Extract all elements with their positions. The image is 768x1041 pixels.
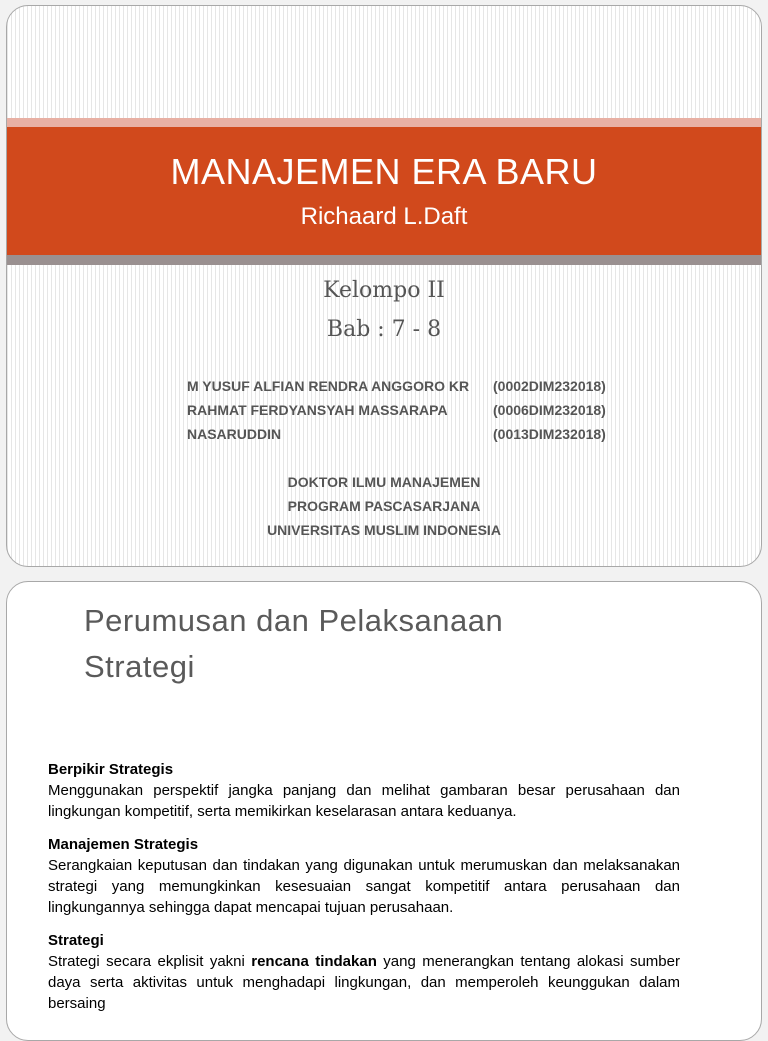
institution-line: PROGRAM PASCASARJANA xyxy=(287,498,481,514)
member-id: (0002DIM232018) xyxy=(493,378,606,394)
member-list xyxy=(187,374,606,446)
title-slide xyxy=(6,5,762,567)
member-row xyxy=(187,422,606,446)
member-id: (0013DIM232018) xyxy=(493,426,606,442)
section-body xyxy=(48,951,680,1014)
institution-block xyxy=(7,470,761,542)
slide-title-line: Strategi xyxy=(84,649,195,684)
member-id: (0006DIM232018) xyxy=(493,402,606,418)
section-body-text: Strategi secara ekplisit yakni xyxy=(48,953,252,970)
title-band-top-stripe xyxy=(7,118,761,127)
group-label: Kelompo II xyxy=(323,278,445,303)
member-row xyxy=(187,374,606,398)
section-heading: Berpikir Strategis xyxy=(48,761,174,778)
section-heading: Manajemen Strategis xyxy=(48,836,199,853)
section-heading: Strategi xyxy=(48,932,104,949)
definition-section xyxy=(48,930,680,1014)
section-body: Menggunakan perspektif jangka panjang dan melihat gambaran besar perusahaan dan lingkungan kompetitif, serta memikirkan keselarasan antara keduanya. xyxy=(48,782,680,820)
slide-content xyxy=(48,759,680,1026)
member-name: M YUSUF ALFIAN RENDRA ANGGORO KR xyxy=(187,378,470,394)
presentation-title: MANAJEMEN ERA BARU xyxy=(170,151,598,192)
member-row xyxy=(187,398,606,422)
emphasized-term: rencana tindakan xyxy=(251,953,377,970)
slide-title-line: Perumusan dan Pelaksanaan xyxy=(84,603,504,638)
section-body-text: yang menerangkan tentang alokasi sumber daya serta aktivitas untuk menghadapi lingkungan, dan memperoleh keunggukan dalam bersaing xyxy=(48,953,680,1012)
title-band xyxy=(7,127,761,255)
section-body: Serangkaian keputusan dan tindakan yang digunakan untuk merumuskan dan melaksanakan strategi yang memungkinkan kesesuaian sangat kompetitif antara perusahaan dan lingkungannya sehingga dapat mencapai tujuan perusahaan. xyxy=(48,857,680,916)
member-name: RAHMAT FERDYANSYAH MASSARAPA xyxy=(187,402,448,418)
definition-section xyxy=(48,759,680,822)
definition-section xyxy=(48,834,680,918)
chapter-label: Bab : 7 - 8 xyxy=(326,317,442,342)
member-name: NASARUDDIN xyxy=(187,426,282,442)
institution-line: UNIVERSITAS MUSLIM INDONESIA xyxy=(267,522,501,538)
slide-title xyxy=(84,598,644,690)
presentation-author: Richaard L.Daft xyxy=(300,203,468,230)
institution-line: DOKTOR ILMU MANAJEMEN xyxy=(287,474,481,490)
content-slide xyxy=(6,581,762,1041)
title-band-bottom-stripe xyxy=(7,255,761,265)
